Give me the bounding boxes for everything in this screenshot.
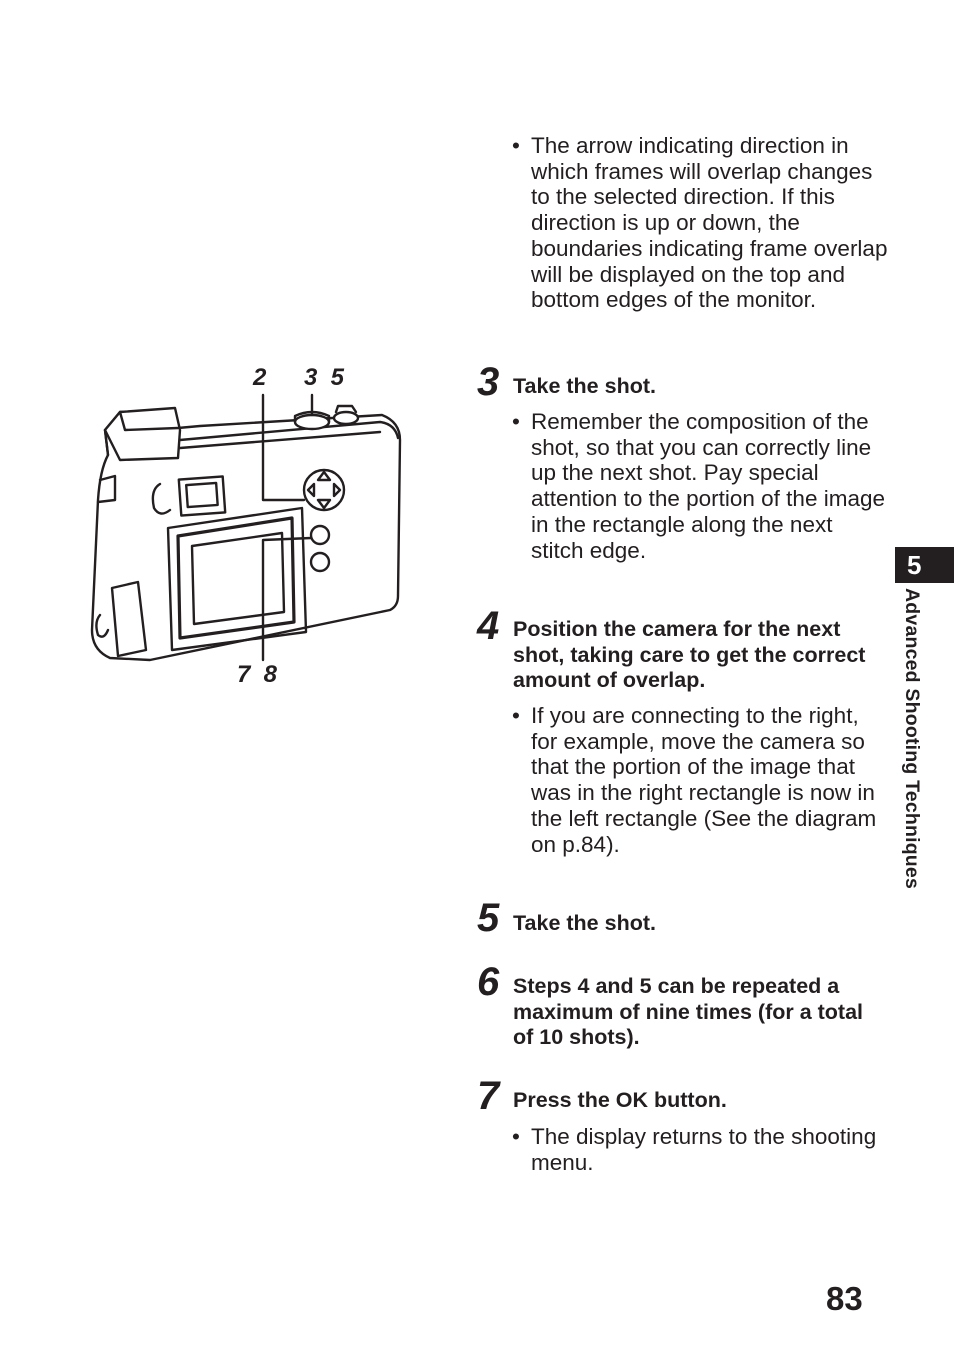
step-3-bullet-text: Remember the composition of the shot, so that you can correctly line up the next shot. Pay special attention to the portion of the image in the rectangle along the next stitch edge. [531,409,885,563]
step-number-4: 4 [477,604,500,648]
camera-figure [80,360,420,700]
step-heading-7: Press the OK button. [513,1088,727,1112]
step-4-bullet-text: If you are connecting to the right, for example, move the camera so that the portion of the image that was in the right rectangle is now in the left rectangle (See the diagram on p.84). [531,703,877,857]
intro-bullet-text: The arrow indicating direction in which frames will overlap changes to the selected direction. If this direction is up or down, the boundaries indicating frame overlap will be displayed on the top and bottom edges of the monitor. [531,133,888,313]
chapter-tab [895,547,954,583]
step-7-bullet-text: The display returns to the shooting menu. [531,1124,877,1175]
step-heading-5: Take the shot. [513,911,656,935]
step-4-bullet [512,703,891,857]
step-3-bullet [512,409,891,563]
bullet-dot: • [512,703,520,728]
figure-callout-3-5: 3 5 [304,364,345,391]
step-number-6: 6 [477,960,500,1004]
step-heading-4: Position the camera for the next shot, taking care to get the correct amount of overlap. [513,617,866,693]
chapter-tab-number: 5 [907,550,922,580]
intro-bullet [512,133,891,313]
bullet-dot: • [512,1124,520,1149]
bullet-dot: • [512,409,520,434]
step-number-5: 5 [477,896,500,940]
chapter-title: Advanced Shooting Techniques [901,588,923,890]
step-number-3: 3 [477,360,500,404]
bullet-dot: • [512,133,520,158]
page-number: 83 [826,1280,863,1317]
step-7-bullet [512,1124,891,1175]
figure-callout-2: 2 [253,364,267,391]
camera-illustration [80,360,420,700]
step-heading-6: Steps 4 and 5 can be repeated a maximum of nine times (for a total of 10 shots). [513,974,864,1050]
figure-callout-7-8: 7 8 [237,661,278,688]
step-number-7: 7 [477,1074,500,1118]
step-heading-3: Take the shot. [513,374,656,398]
